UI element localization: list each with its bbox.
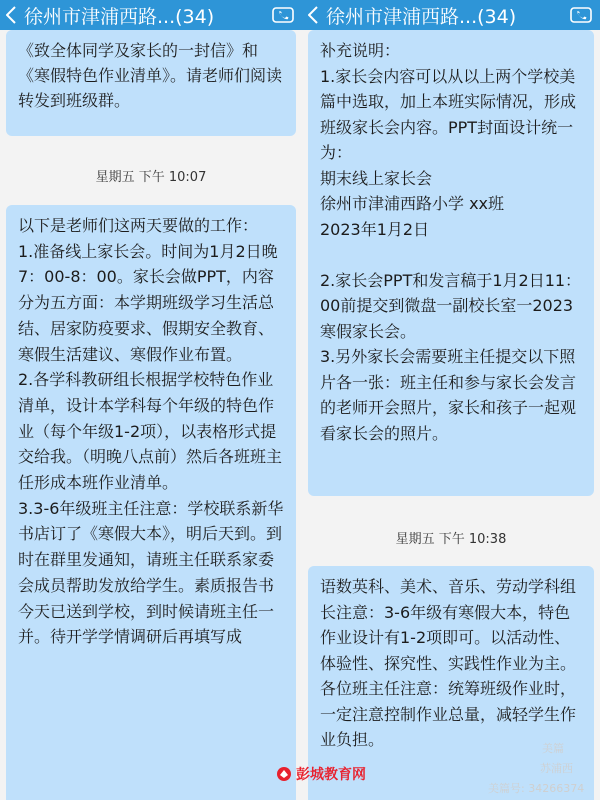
message-bubble[interactable]: 《致全体同学及家长的一封信》和《寒假特色作业清单》。请老师们阅读转发到班级群。 <box>6 30 296 136</box>
right-chat-panel <box>302 0 600 800</box>
author-watermark: 美篇号: 34266374 <box>488 782 585 795</box>
phone-icon[interactable] <box>270 4 296 26</box>
right-title-bar <box>302 0 600 30</box>
chat-title: 徐州市津浦西路...(34) <box>326 5 517 28</box>
left-title-bar <box>0 0 302 30</box>
site-watermark <box>276 764 366 784</box>
message-bubble[interactable]: 补充说明： 1.家长会内容可以从以上两个学校美篇中选取，加上本班实际情况，形成班级家长会内容。PPT封面设计统一为： 期末线上家长会 徐州市津浦西路小学 xx班 2023年1月2日 2.家长会PPT和发言稿于1月2日11：00前提交到微盘一副校长室一2023寒假家长会。 3.另外家长会需要班主任提交以下照片各一张：班主任和参与家长会发言的老师开会照片，家长和孩子一起观看家长会的照片。 <box>308 30 594 496</box>
message-timestamp: 星期五 下午 10:38 <box>395 532 507 547</box>
back-arrow-icon[interactable] <box>308 5 322 25</box>
message-bubble[interactable]: 语数英科、美术、音乐、劳动学科组长注意：3-6年级有寒假大本，特色作业设计有1-2项即可。以活动性、体验性、探究性、实践性作业为主。 各位班主任注意：统筹班级作业时，一定注意控制作业总量，减轻学生作业负担。 <box>308 566 594 800</box>
phone-icon[interactable] <box>568 4 594 26</box>
message-timestamp: 星期五 下午 10:07 <box>95 170 207 185</box>
message-bubble[interactable]: 以下是老师们这两天要做的工作： 1.准备线上家长会。时间为1月2日晚7：00-8：00。家长会做PPT，内容分为五方面：本学期班级学习生活总结、居家防疫要求、假期安全教育、寒假生活建议、寒假作业布置。 2.各学科教研组长根据学校特色作业清单，设计本学科每个年级的特色作业（每个年级1-2项），以表格形式提交给我。（明晚八点前）然后各班班主任形成本班作业清单。 3.3-6年级班主任注意：学校联系新华书店订了《寒假大本》，明后天到。到时在群里发通知，请班主任联系家委会成员帮助发放给学生。素质报告书今天已送到学校，到时候请班主任一并。待开学学情调研后再填写成 <box>6 205 296 800</box>
back-arrow-icon[interactable] <box>6 5 20 25</box>
site-logo-icon <box>276 766 292 782</box>
partial-watermark: 苏浦西 <box>540 762 573 775</box>
meipian-watermark: 美篇 <box>542 742 564 755</box>
site-name: 彭城教育网 <box>296 767 366 783</box>
chat-title: 徐州市津浦西路...(34) <box>24 5 215 28</box>
